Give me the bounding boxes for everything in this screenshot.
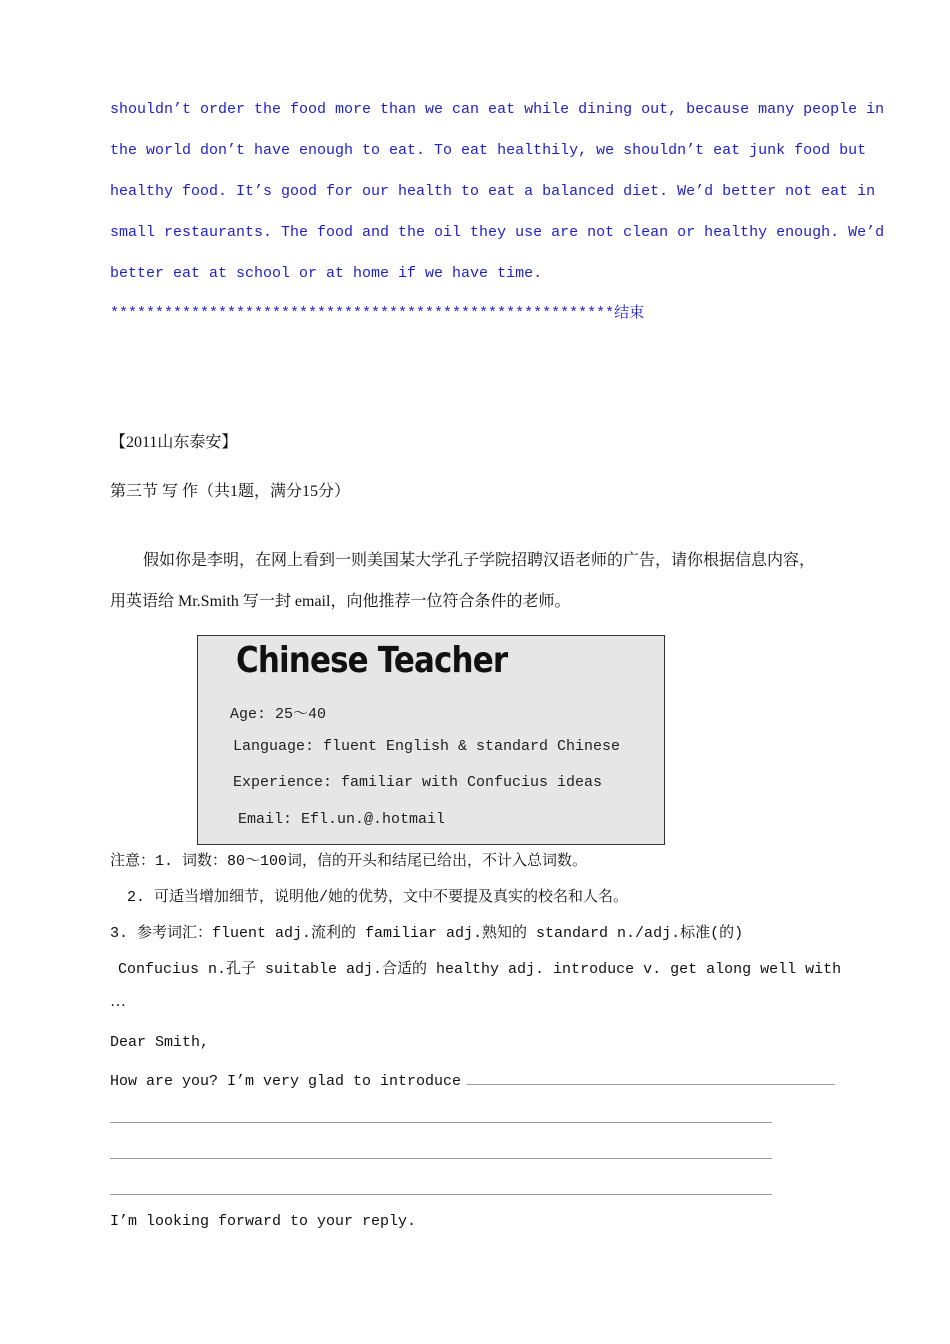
letter-greeting: Dear Smith, [110,1034,210,1051]
answer-blank-inline[interactable] [467,1070,835,1085]
prompt-line-2: 用英语给 Mr.Smith 写一封 email，向他推荐一位符合条件的老师。 [110,593,571,610]
answer-line-3: healthy food. It’s good for our health to eat a balanced diet. We’d better not eat in [110,183,876,200]
letter-opening: How are you? I’m very glad to introduce [110,1073,462,1090]
ad-experience: Experience: familiar with Confucius ideas [233,774,603,791]
letter-opening-row [110,1070,835,1090]
answer-blank-line[interactable] [110,1122,772,1123]
answer-line-4: small restaurants. The food and the oil they use are not clean or healthy enough. We’d [110,224,885,241]
answer-line-1: shouldn’t order the food more than we can eat while dining out, because many people in [110,101,885,118]
end-stars: ******************************************************** [110,305,615,322]
job-ad-box [197,635,665,845]
answer-blank-line[interactable] [110,1158,772,1159]
ad-language: Language: fluent English & standard Chinese [233,738,621,755]
section-title: 第三节 写 作（共1题，满分15分） [110,483,351,500]
ellipsis: … [110,993,126,1010]
answer-line-2: the world don’t have enough to eat. To eat healthily, we shouldn’t eat junk food but [110,142,867,159]
note-3: 3. 参考词汇：fluent adj.流利的 familiar adj.熟知的 standard n./adj.标准(的) [110,925,744,942]
note-4: Confucius n.孔子 suitable adj.合适的 healthy adj. introduce v. get along well with [118,961,842,978]
prompt-line-1: 假如你是李明，在网上看到一则美国某大学孔子学院招聘汉语老师的广告，请你根据信息内容， [143,552,816,569]
letter-closing: I’m looking forward to your reply. [110,1213,417,1230]
end-text: 结束 [614,303,645,321]
answer-line-5: better eat at school or at home if we have time. [110,265,543,282]
ad-title: Chinese Teacher [236,640,508,681]
answer-blank-line[interactable] [110,1194,772,1195]
note-2: 2. 可适当增加细节，说明他/她的优势，文中不要提及真实的校名和人名。 [127,889,629,906]
ad-age: Age: 25～40 [230,706,327,723]
note-1: 注意：1. 词数：80～100词，信的开头和结尾已给出，不计入总词数。 [110,853,588,870]
ad-email: Email: Efl.un.@.hotmail [238,811,446,828]
end-marker [110,301,644,322]
exam-source: 【2011山东泰安】 [110,434,238,451]
